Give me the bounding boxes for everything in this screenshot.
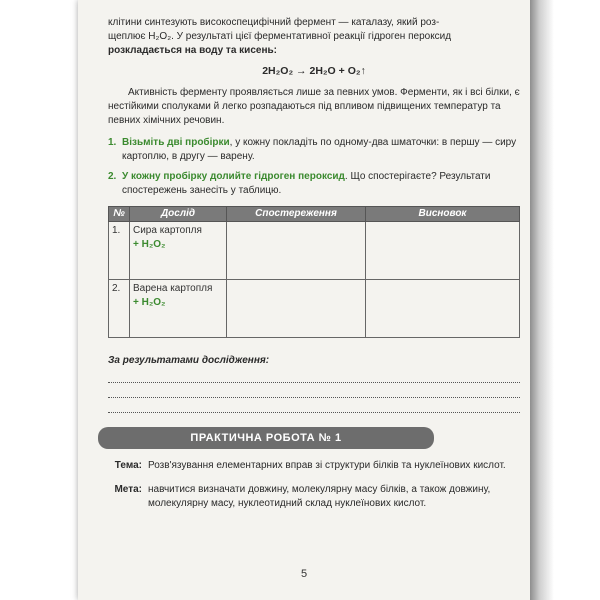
goal-label: Мета:: [114, 484, 142, 495]
table-row: [109, 280, 520, 338]
row-observation-cell[interactable]: [227, 280, 366, 338]
page-edge-shadow: [530, 0, 554, 600]
page-content: [108, 16, 520, 511]
intro-line-1: клітини синтезують високоспецифічний фермент — каталазу, який роз-: [108, 17, 440, 28]
topic-field: [108, 459, 520, 473]
reaction-equation: 2H₂O₂ → 2H₂O + O₂↑: [262, 65, 366, 77]
results-label: За результатами дослідження:: [108, 355, 270, 366]
col-header-conclusion: Висновок: [366, 207, 520, 222]
answer-line[interactable]: [108, 398, 520, 413]
step-2: [108, 170, 520, 198]
step-text: , у кожну покладіть по одному-два шматочки: в першу — сиру картоплю, в другу — варену.: [122, 137, 517, 162]
col-header-number: №: [109, 207, 130, 222]
row-experiment: [130, 222, 227, 280]
row-number: 1.: [109, 222, 130, 280]
col-header-observation: Спостереження: [227, 207, 366, 222]
step-highlight: У кожну пробірку долийте гідроген пероксид: [122, 171, 345, 182]
row-conclusion-cell[interactable]: [366, 280, 520, 338]
goal-text: навчитися визначати довжину, молекулярну масу білків, а також довжину, молекулярну масу, нуклеотидний склад нуклеїнових кислот.: [148, 484, 491, 509]
table-row: [109, 222, 520, 280]
row-number: 2.: [109, 280, 130, 338]
page-number: 5: [300, 568, 308, 580]
experiment-name: Сира картопля: [133, 225, 202, 236]
paragraph-enzyme-activity: Активність ферменту проявляється лише за певних умов. Ферменти, як і всі білки, є нестійкими сполуками й легко розпадаються під впливом підвищених температур та певних хімічних речовин.: [108, 87, 520, 126]
col-header-experiment: Дослід: [130, 207, 227, 222]
steps-list: [108, 136, 520, 198]
intro-line-2: щеплює H₂O₂. У результаті цієї ферментативної реакції гідроген пероксид: [108, 31, 452, 42]
table-header-row: [109, 207, 520, 222]
experiment-name: Варена картопля: [133, 283, 213, 294]
step-highlight: Візьміть дві пробірки: [122, 137, 230, 148]
experiment-reagent: + H₂O₂: [133, 297, 166, 308]
practical-work-banner: ПРАКТИЧНА РОБОТА № 1: [98, 427, 434, 449]
step-1: [108, 136, 520, 164]
row-conclusion-cell[interactable]: [366, 222, 520, 280]
row-observation-cell[interactable]: [227, 222, 366, 280]
topic-label: Тема:: [114, 460, 142, 471]
experiment-reagent: + H₂O₂: [133, 239, 166, 250]
answer-line[interactable]: [108, 383, 520, 398]
step-text: . Що спостерігаєте? Результати спостережень занесіть у таблицю.: [122, 171, 491, 196]
step-number: 1.: [108, 137, 117, 148]
answer-line[interactable]: [108, 368, 520, 383]
intro-line-3: розкладається на воду та кисень:: [108, 45, 277, 56]
goal-field: [108, 483, 520, 511]
observation-table: [108, 206, 520, 338]
step-number: 2.: [108, 171, 117, 182]
topic-text: Розв'язування елементарних вправ зі структури білків та нуклеїнових кислот.: [148, 460, 506, 471]
row-experiment: [130, 280, 227, 338]
book-page: [78, 0, 530, 600]
